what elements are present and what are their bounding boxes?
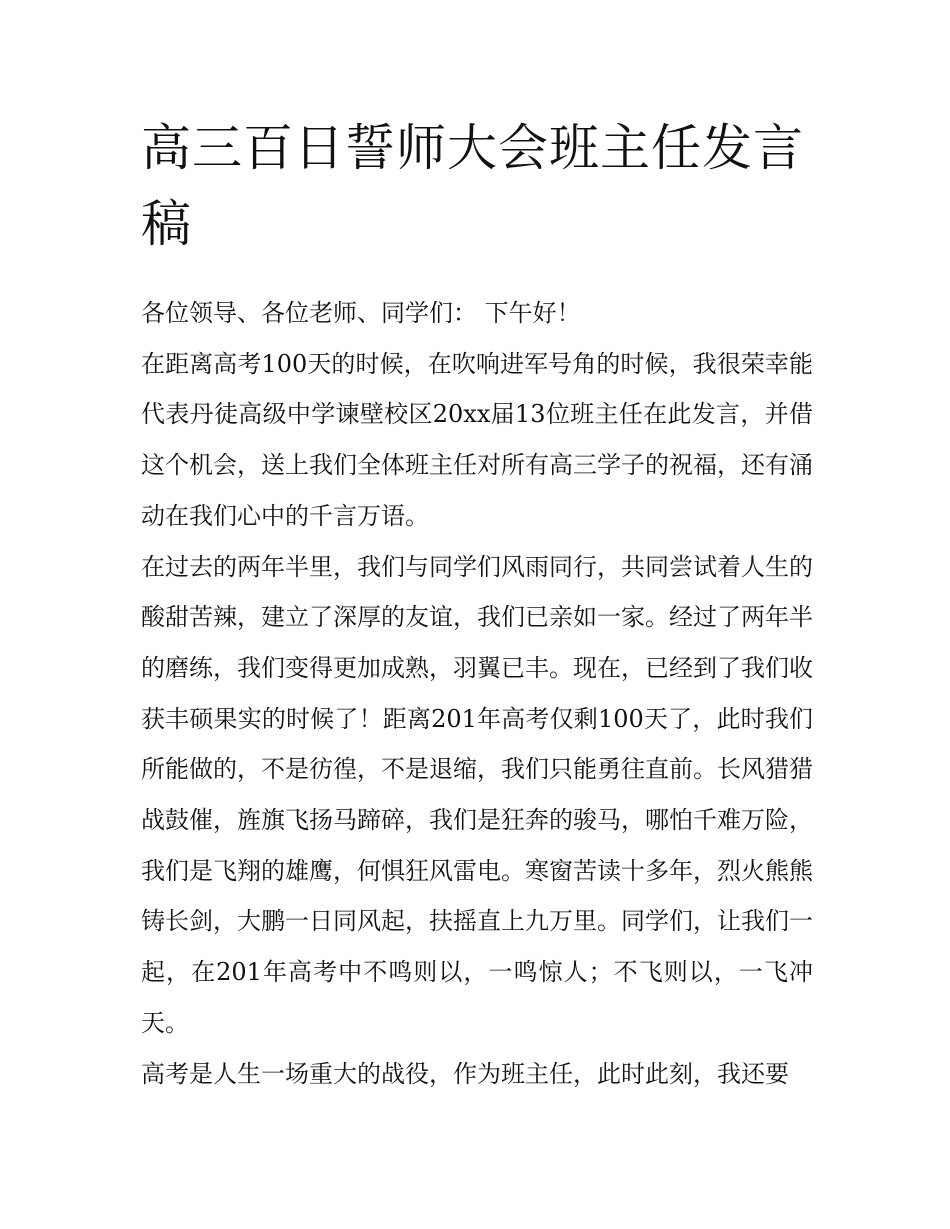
document-page bbox=[141, 110, 813, 1099]
paragraph-closing: 高考是人生一场重大的战役，作为班主任，此时此刻，我还要 bbox=[141, 1059, 789, 1088]
paragraph-greeting: 各位领导、各位老师、同学们： 下午好！ bbox=[141, 299, 581, 327]
paragraph-encouragement: 在过去的两年半里，我们与同学们风雨同行，共同尝试着人生的酸甜苦辣，建立了深厚的友谊，我们已亲如一家。经过了两年半的磨练，我们变得更加成熟，羽翼已丰。现在，已经到了我们收获丰硕果实的时候了！距离201年高考仅剩100天了，此时我们所能做的，不是彷徨，不是退缩，我们只能勇往直前。长风猎猎战鼓催，旌旗飞扬马蹄碎，我们是狂奔的骏马，哪怕千难万险，我们是飞翔的雄鹰，何惧狂风雷电。寒窗苦读十多年，烈火熊熊铸长剑，大鹏一日同风起，扶摇直上九万里。同学们，让我们一起，在201年高考中不鸣则以，一鸣惊人；不飞则以，一飞冲天。 bbox=[141, 552, 813, 1037]
document-title: 高三百日誓师大会班主任发言稿 bbox=[141, 119, 804, 253]
document-body bbox=[141, 288, 813, 1099]
paragraph-introduction: 在距离高考100天的时候，在吹响进军号角的时候，我很荣幸能代表丹徒高级中学谏壁校区20xx届13位班主任在此发言，并借这个机会，送上我们全体班主任对所有高三学子的祝福，还有涌动在我们心中的千言万语。 bbox=[141, 349, 813, 530]
